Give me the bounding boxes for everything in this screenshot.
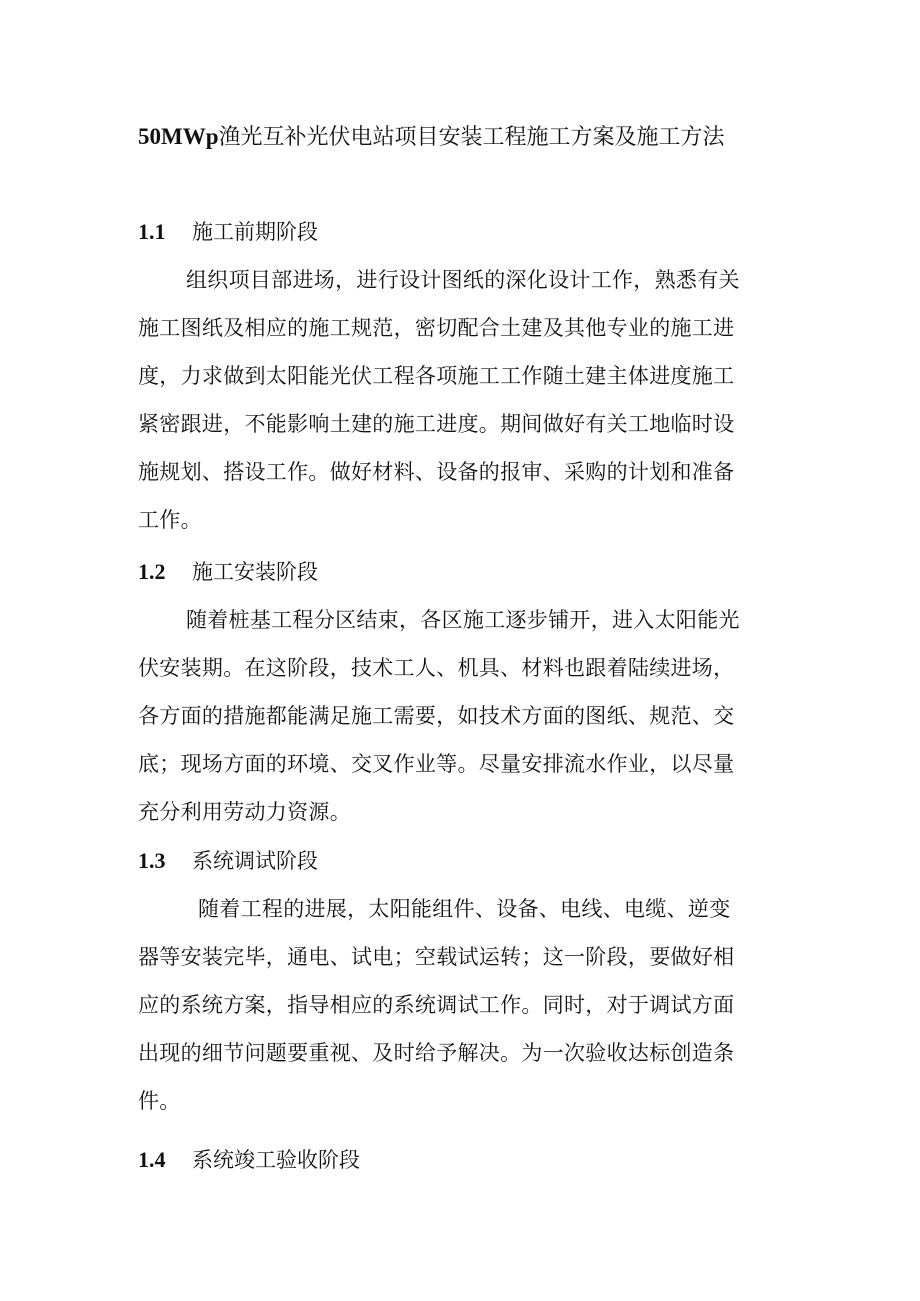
section-heading-1-4 <box>138 1145 360 1175</box>
section-number: 1.2 <box>138 559 166 584</box>
paragraph-line: 紧密跟进，不能影响土建的施工进度。期间做好有关工地临时设 <box>138 412 735 436</box>
section-paragraph-1-3 <box>138 885 798 1125</box>
title-prefix: 50MWp <box>138 124 219 149</box>
paragraph-line: 组织项目部进场，进行设计图纸的深化设计工作，熟悉有关 <box>186 268 740 292</box>
section-number: 1.1 <box>138 219 166 244</box>
document-title <box>138 120 838 155</box>
title-text: 渔光互补光伏电站项目安装工程施工方案及施工方法 <box>218 125 725 150</box>
paragraph-line: 充分利用劳动力资源。 <box>138 800 351 824</box>
paragraph-line: 度，力求做到太阳能光伏工程各项施工工作随土建主体进度施工 <box>138 364 735 388</box>
section-paragraph-1-1 <box>138 256 798 544</box>
paragraph-line: 应的系统方案，指导相应的系统调试工作。同时，对于调试方面 <box>138 993 735 1017</box>
section-title: 施工安装阶段 <box>192 560 318 584</box>
section-paragraph-1-2 <box>138 596 798 836</box>
paragraph-line: 器等安装完毕，通电、试电；空载试运转；这一阶段，要做好相 <box>138 945 735 969</box>
paragraph-line: 底；现场方面的环境、交叉作业等。尽量安排流水作业，以尽量 <box>138 752 735 776</box>
paragraph-line: 施规划、搭设工作。做好材料、设备的报审、采购的计划和准备 <box>138 460 735 484</box>
paragraph-line: 件。 <box>138 1089 181 1113</box>
paragraph-line: 随着工程的进展，太阳能组件、设备、电线、电缆、逆变 <box>198 897 731 921</box>
section-heading-1-1 <box>138 217 318 247</box>
paragraph-line: 伏安装期。在这阶段，技术工人、机具、材料也跟着陆续进场， <box>138 656 735 680</box>
paragraph-line: 工作。 <box>138 508 202 532</box>
section-title: 系统调试阶段 <box>192 849 318 873</box>
section-number: 1.4 <box>138 1147 166 1172</box>
paragraph-line: 出现的细节问题要重视、及时给予解决。为一次验收达标创造条 <box>138 1041 735 1065</box>
section-heading-1-2 <box>138 557 318 587</box>
paragraph-line: 随着桩基工程分区结束，各区施工逐步铺开，进入太阳能光 <box>186 608 740 632</box>
paragraph-line: 各方面的措施都能满足施工需要，如技术方面的图纸、规范、交 <box>138 704 735 728</box>
paragraph-line: 施工图纸及相应的施工规范，密切配合土建及其他专业的施工进 <box>138 316 735 340</box>
section-title: 施工前期阶段 <box>192 220 318 244</box>
section-number: 1.3 <box>138 848 166 873</box>
section-title: 系统竣工验收阶段 <box>192 1148 360 1172</box>
section-heading-1-3 <box>138 846 318 876</box>
